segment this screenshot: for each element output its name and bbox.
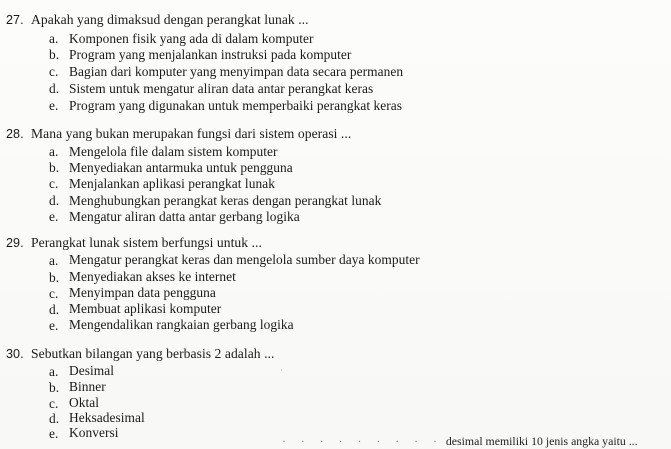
option-letter: b. [49,270,60,285]
option-letter: c. [49,176,59,191]
option-letter: e. [49,209,59,224]
option-letter: b. [49,160,60,175]
option-letter: e. [49,318,59,333]
option-text: Mengatur perangkat keras dan mengelola sumber daya komputer [69,252,420,267]
option-letter: e. [49,426,59,441]
option-letter: a. [49,144,59,159]
option-text: Menjalankan aplikasi perangkat lunak [69,176,275,191]
option-text: Program yang digunakan untuk memperbaiki perangkat keras [69,98,403,113]
question-text: Perangkat lunak sistem berfungsi untuk ... [31,235,262,250]
option-letter: c. [49,396,59,411]
option-text: Menyediakan akses ke internet [69,269,236,284]
option-text: Mengelola file dalam sistem komputer [69,144,278,159]
option-text: Komponen fisik yang ada di dalam komputer [69,31,314,46]
option-text: Sistem untuk mengatur aliran data antar perangkat keras [69,81,374,96]
question-text: Sebutkan bilangan yang berbasis 2 adalah ... [31,346,275,361]
question-number: 30. [6,347,24,361]
cut-off-footer-text: desimal memiliki 10 jenis angka yaitu ... [445,434,638,448]
option-letter: c. [49,286,59,301]
option-text: Mengatur aliran datta antar gerbang logika [69,209,300,224]
question-number: 28. [6,127,24,141]
option-text: Mengendalikan rangkaian gerbang logika [69,317,294,332]
option-letter: a. [49,253,59,268]
faint-dots: · · · · · · · · · [282,434,443,448]
option-letter: c. [49,64,59,79]
option-text: Desimal [69,363,114,378]
option-letter: d. [49,193,60,208]
option-text: Menghubungkan perangkat keras dengan perangkat lunak [69,193,382,208]
option-letter: b. [49,380,60,395]
question-number: 29. [6,236,24,250]
option-text: Konversi [69,425,119,440]
option-letter: d. [49,81,60,96]
question-text: Apakah yang dimaksud dengan perangkat lunak ... [31,12,309,27]
option-text: Heksadesimal [69,410,145,425]
option-letter: a. [49,364,59,379]
option-text: Menyimpan data pengguna [69,285,216,300]
option-text: Membuat aplikasi komputer [69,301,222,316]
option-text: Program yang menjalankan instruksi pada komputer [69,47,352,62]
option-text: Bagian dari komputer yang menyimpan data secara permanen [69,64,404,79]
option-letter: e. [49,98,59,113]
option-text: Binner [69,379,106,394]
question-number: 27. [6,13,24,27]
option-text: Menyediakan antarmuka untuk pengguna [69,160,293,175]
option-letter: a. [49,31,59,46]
option-text: Oktal [69,395,99,410]
option-letter: d. [49,411,60,426]
cut-off-next-question [282,433,667,449]
option-letter: b. [49,47,60,62]
scan-speck: · [280,365,283,375]
option-letter: d. [49,302,60,317]
question-text: Mana yang bukan merupakan fungsi dari sistem operasi ... [31,126,352,141]
